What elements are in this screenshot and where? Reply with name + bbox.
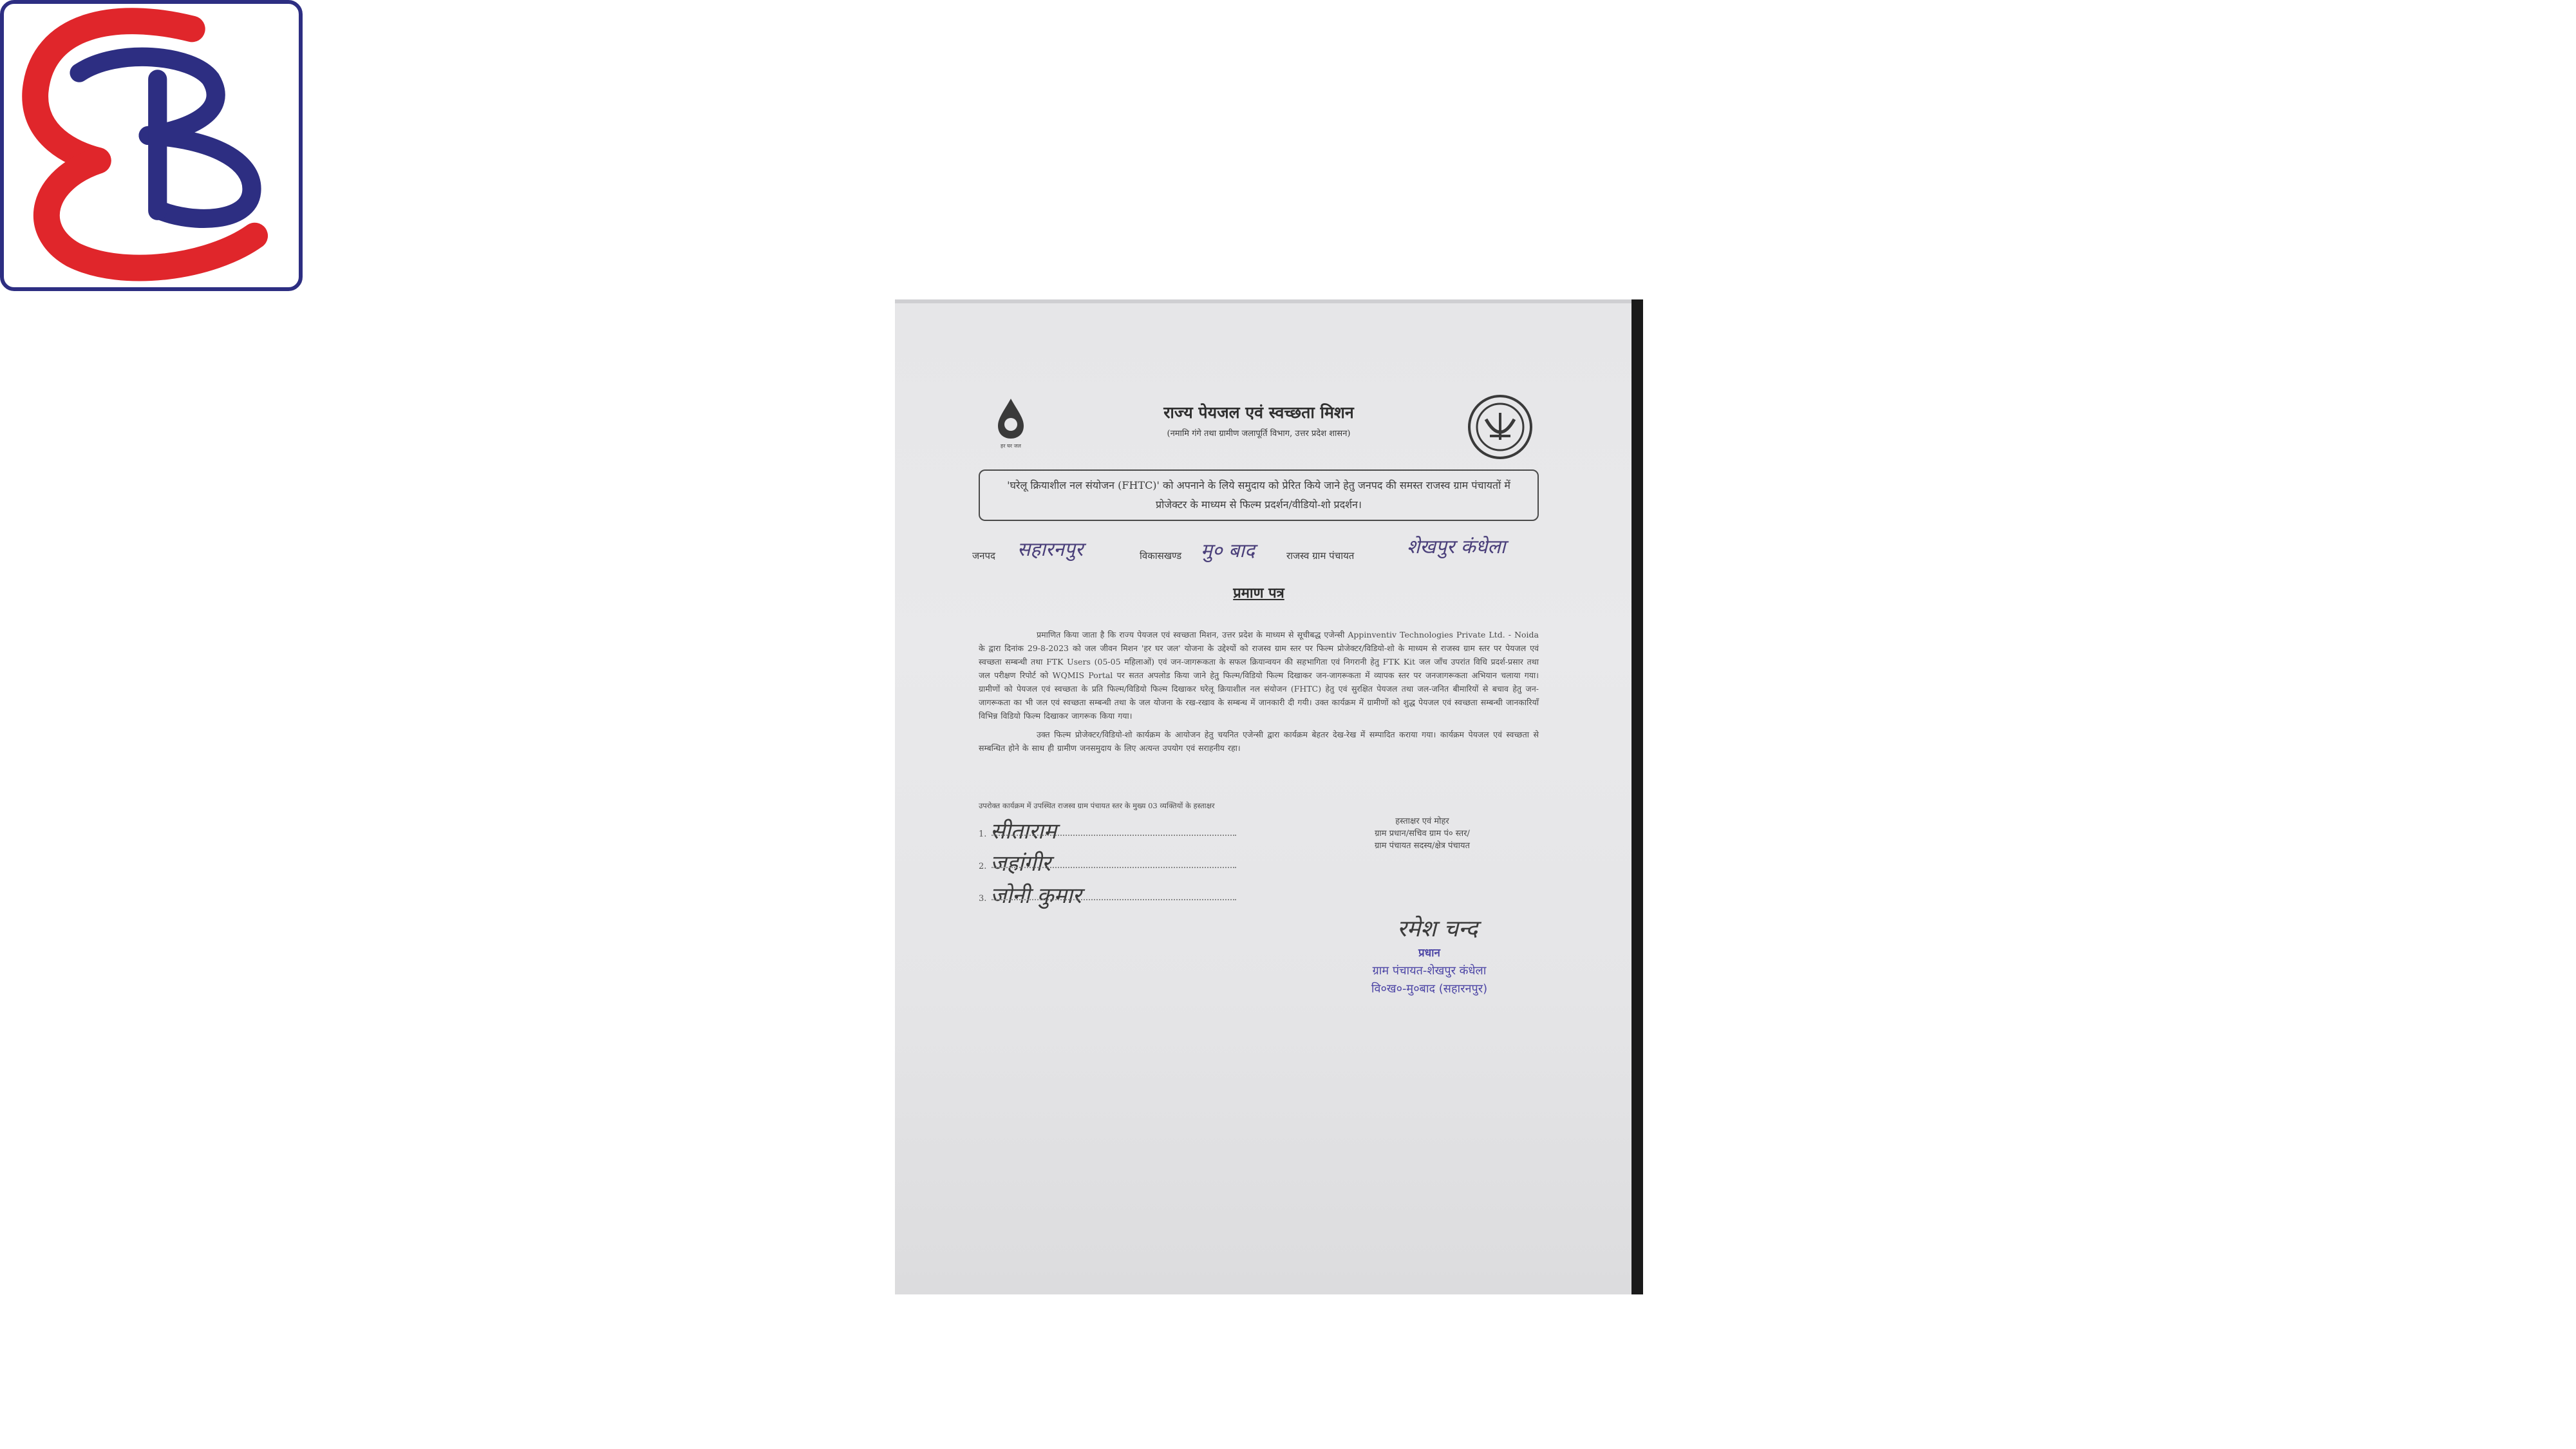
- pradhan-stamp: [1339, 944, 1519, 998]
- mission-subtitle: (नमामि गंगे तथा ग्रामीण जलापूर्ति विभाग, उत्तर प्रदेश शासन): [1167, 429, 1351, 439]
- attestation-note: उपरोक्त कार्यक्रम में उपस्थित राजस्व ग्राम पंचायत स्तर के मुख्य 03 व्यक्तियों के हस्ताक्षर: [979, 801, 1215, 810]
- certificate-photo: [895, 299, 1643, 1294]
- witness-signature: सीताराम: [990, 819, 1057, 844]
- certificate-document: [972, 396, 1539, 996]
- document-header: [979, 396, 1539, 467]
- company-logo: [0, 0, 303, 291]
- signature-line: [992, 899, 1236, 900]
- up-government-seal: [1467, 393, 1534, 460]
- witness-signature: जोनी कुमार: [990, 883, 1082, 909]
- block-label: विकासखण्ड: [1140, 550, 1182, 562]
- village-label: राजस्व ग्राम पंचायत: [1286, 550, 1355, 562]
- witness-signature: जहांगीर: [990, 851, 1051, 876]
- signatory-caption: [1348, 815, 1496, 852]
- witness-number: 2.: [979, 862, 987, 871]
- stamp-line-1: ग्राम पंचायत-शेखपुर कंधेला: [1372, 964, 1487, 978]
- location-fields: [972, 536, 1539, 566]
- witness-number: 1.: [979, 829, 987, 839]
- signature-line: [992, 835, 1236, 836]
- program-title-box: 'घरेलू क्रियाशील नल संयोजन (FHTC)' को अपनाने के लिये समुदाय को प्रेरित किये जाने हेतु जनपद की समस्त राजस्व ग्राम पंचायतों में प्रोजेक्टर के माध्यम से फिल्म प्रदर्शन/वीडियो-शो प्रदर्शन।: [979, 469, 1539, 521]
- district-label: जनपद: [972, 550, 995, 562]
- water-drop-icon: [992, 396, 1030, 441]
- stamp-line-2: वि०ख०-मु०बाद (सहारनपुर): [1371, 982, 1488, 996]
- jal-jeevan-emblem: [979, 396, 1043, 467]
- block-value: मु० बाद: [1201, 540, 1255, 562]
- emblem-caption: हर घर जल: [1001, 443, 1021, 449]
- signatory-line-2: ग्राम प्रधान/सचिव ग्राम पं० स्तर/: [1375, 829, 1470, 838]
- witness-signatures: [979, 815, 1539, 996]
- signatory-line-3: ग्राम पंचायत सदस्य/क्षेत्र पंचायत: [1375, 841, 1470, 851]
- mission-title: राज्य पेयजल एवं स्वच्छता मिशन: [1163, 403, 1354, 422]
- pradhan-signature: रमेश चन्द: [1397, 916, 1478, 942]
- certificate-heading: प्रमाण पत्र: [1233, 585, 1284, 601]
- certificate-body-2: उक्त फिल्म प्रोजेक्टर/विडियो-शो कार्यक्रम के आयोजन हेतु चयनित एजेन्सी द्वारा कार्यक्रम बेहतर देख-रेख में सम्पादित कराया गया। कार्यक्रम पेयजल एवं स्वच्छता से सम्बन्धित होने के साथ ही ग्रामीण जनसमुदाय के लिए अत्यन्त उपयोग एवं सराहनीय रहा।: [979, 730, 1539, 753]
- witness-number: 3.: [979, 894, 987, 904]
- signatory-line-1: हस्ताक्षर एवं मोहर: [1395, 817, 1449, 826]
- certificate-body-1: प्रमाणित किया जाता है कि राज्य पेयजल एवं स्वच्छता मिशन, उत्तर प्रदेश के माध्यम से सूचीबद्ध एजेन्सी Appinventiv Technologies Private Ltd. - Noida के द्वारा दिनांक 29-8-2023 को जल जीवन मिशन 'हर घर जल' योजना के उद्देश्यों को राजस्व ग्राम स्तर पर फिल्म प्रोजेक्टर/विडियो-शो के माध्यम से राजस्व ग्राम स्तर पर पेयजल एवं स्वच्छता सम्बन्धी तथा FTK Users (05-05 महिलाओं) एवं जन-जागरूकता के सफल क्रियान्वयन की सहभागिता एवं निगरानी हेतु FTK Kit जल जाँच उपरांत विधि प्रदर्श-प्रसार तथा जल परीक्षण रिपोर्ट को WQMIS Portal पर सतत अपलोड किया जाने हेतु फिल्म/विडियो फिल्म दिखाकर जन-जागरूकता में व्यापक स्तर पर जनजागरूकता अभियान चलाया गया। ग्रामीणों को पेयजल एवं स्वच्छता के प्रति फिल्म/विडियो फिल्म दिखाकर घरेलू क्रियाशील नल संयोजन (FHTC) हेतु एवं सुरक्षित पेयजल तथा जल-जनित बीमारियों से बचाव हेतु जन-जागरूकता का भी जल एवं स्वच्छता सम्बन्धी तथा के जल योजना के रख-रखाव के सम्बन्ध में जानकारी दी गयी। उक्त कार्यक्रम में ग्रामीणों को शुद्ध पेयजल एवं स्वच्छता सम्बन्धी जानकारियाँ विभिन्न विडियो फिल्म दिखाकर जागरूक किया गया।: [979, 630, 1539, 721]
- header-title-block: [1069, 401, 1449, 439]
- signature-line: [992, 867, 1236, 868]
- village-value: शेखपुर कंधेला: [1407, 536, 1506, 558]
- district-value: सहारनपुर: [1017, 538, 1084, 561]
- state-seal-icon: [1467, 393, 1534, 460]
- sb-logo-icon: [4, 4, 299, 287]
- stamp-title: प्रधान: [1418, 947, 1440, 960]
